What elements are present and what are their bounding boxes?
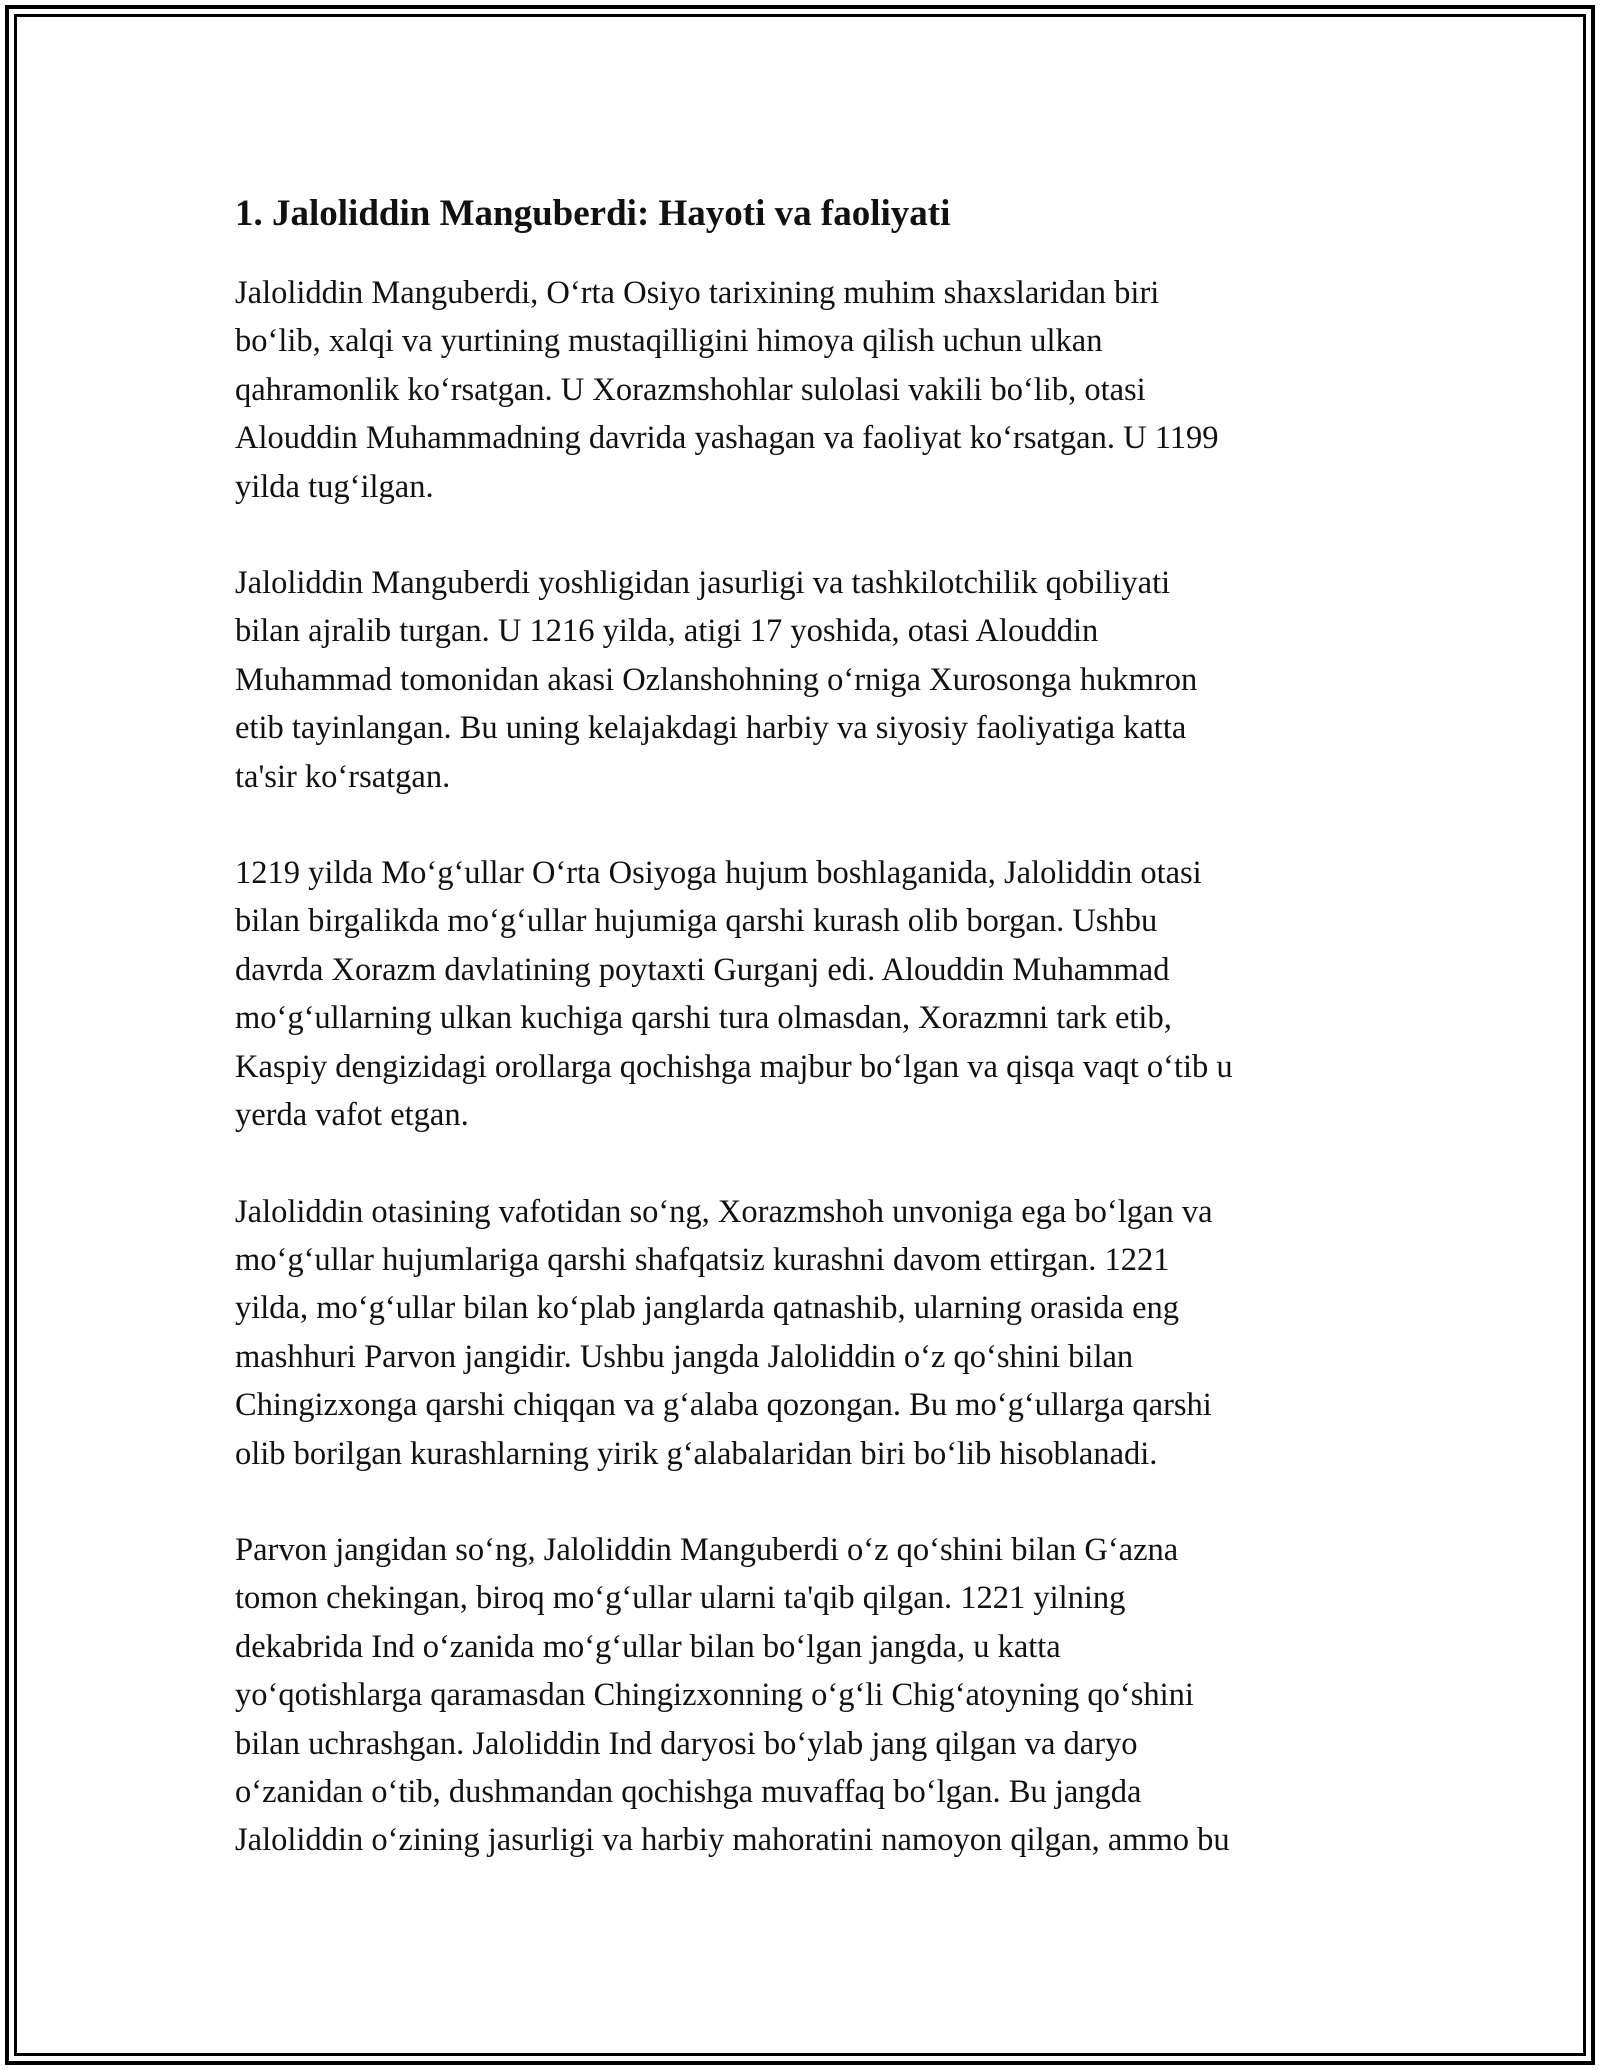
text-line: bilan birgalikda mo‘g‘ullar hujumiga qarshi kurash olib borgan. Ushbu — [235, 903, 1158, 940]
text-line: Kaspiy dengizidagi orollarga qochishga majbur bo‘lgan va qisqa vaqt o‘tib u — [235, 1048, 1233, 1085]
text-line: Parvon jangidan so‘ng, Jaloliddin Manguberdi o‘z qo‘shini bilan G‘azna — [235, 1531, 1179, 1568]
text-line: dekabrida Ind o‘zanida mo‘g‘ullar bilan bo‘lgan jangda, u katta — [235, 1628, 1061, 1665]
text-line: ta'sir ko‘rsatgan. — [235, 758, 451, 795]
text-line: Jaloliddin otasining vafotidan so‘ng, Xorazmshoh unvoniga ega bo‘lgan va — [235, 1193, 1213, 1230]
text-line: tomon chekingan, biroq mo‘g‘ullar ularni ta'qib qilgan. 1221 yilning — [235, 1580, 1126, 1617]
paragraph-3 — [235, 849, 1365, 1139]
paragraph-1 — [235, 269, 1365, 511]
paragraph-2 — [235, 559, 1365, 801]
paragraph-4 — [235, 1188, 1365, 1478]
text-line: Alouddin Muhammadning davrida yashagan va faoliyat ko‘rsatgan. U 1199 — [235, 420, 1219, 457]
text-line: mo‘g‘ullar hujumlariga qarshi shafqatsiz kurashni davom ettirgan. 1221 — [235, 1241, 1170, 1278]
text-line: mo‘g‘ullarning ulkan kuchiga qarshi tura olmasdan, Xorazmni tark etib, — [235, 1000, 1172, 1037]
text-line: bilan ajralib turgan. U 1216 yilda, atigi 17 yoshida, otasi Alouddin — [235, 613, 1099, 650]
text-line: yilda tug‘ilgan. — [235, 468, 434, 505]
text-line: Chingizxonga qarshi chiqqan va g‘alaba qozongan. Bu mo‘g‘ullarga qarshi — [235, 1387, 1212, 1424]
text-line: mashhuri Parvon jangidir. Ushbu jangda Jaloliddin o‘z qo‘shini bilan — [235, 1338, 1134, 1375]
text-line: qahramonlik ko‘rsatgan. U Xorazmshohlar sulolasi vakili bo‘lib, otasi — [235, 371, 1146, 408]
text-line: bilan uchrashgan. Jaloliddin Ind daryosi bo‘ylab jang qilgan va daryo — [235, 1725, 1138, 1762]
text-line: o‘zanidan o‘tib, dushmandan qochishga muvaffaq bo‘lgan. Bu jangda — [235, 1773, 1142, 1810]
text-line: 1219 yilda Mo‘g‘ullar O‘rta Osiyoga hujum boshlaganida, Jaloliddin otasi — [235, 855, 1202, 892]
text-line: yilda, mo‘g‘ullar bilan ko‘plab janglarda qatnashib, ularning orasida eng — [235, 1290, 1180, 1327]
text-line: Jaloliddin Manguberdi yoshligidan jasurligi va tashkilotchilik qobiliyati — [235, 565, 1171, 602]
paragraph-5 — [235, 1526, 1365, 1865]
text-line: yo‘qotishlarga qaramasdan Chingizxonning o‘g‘li Chig‘atoyning qo‘shini — [235, 1677, 1194, 1714]
text-line: etib tayinlangan. Bu uning kelajakdagi harbiy va siyosiy faoliyatiga katta — [235, 710, 1187, 747]
text-line: davrda Xorazm davlatining poytaxti Gurganj edi. Alouddin Muhammad — [235, 951, 1170, 988]
text-line: Muhammad tomonidan akasi Ozlanshohning o‘rniga Xurosonga hukmron — [235, 661, 1198, 698]
section-heading: 1. Jaloliddin Manguberdi: Hayoti va faoliyati — [235, 193, 951, 234]
text-line: Jaloliddin o‘zining jasurligi va harbiy mahoratini namoyon qilgan, ammo bu — [235, 1822, 1230, 1859]
text-line: yerda vafot etgan. — [235, 1097, 469, 1134]
text-line: olib borilgan kurashlarning yirik g‘alabalaridan biri bo‘lib hisoblanadi. — [235, 1435, 1158, 1472]
text-line: bo‘lib, xalqi va yurtining mustaqilligini himoya qilish uchun ulkan — [235, 323, 1103, 360]
document-body — [235, 185, 1365, 1913]
text-line: Jaloliddin Manguberdi, O‘rta Osiyo tarixining muhim shaxslaridan biri — [235, 275, 1160, 311]
